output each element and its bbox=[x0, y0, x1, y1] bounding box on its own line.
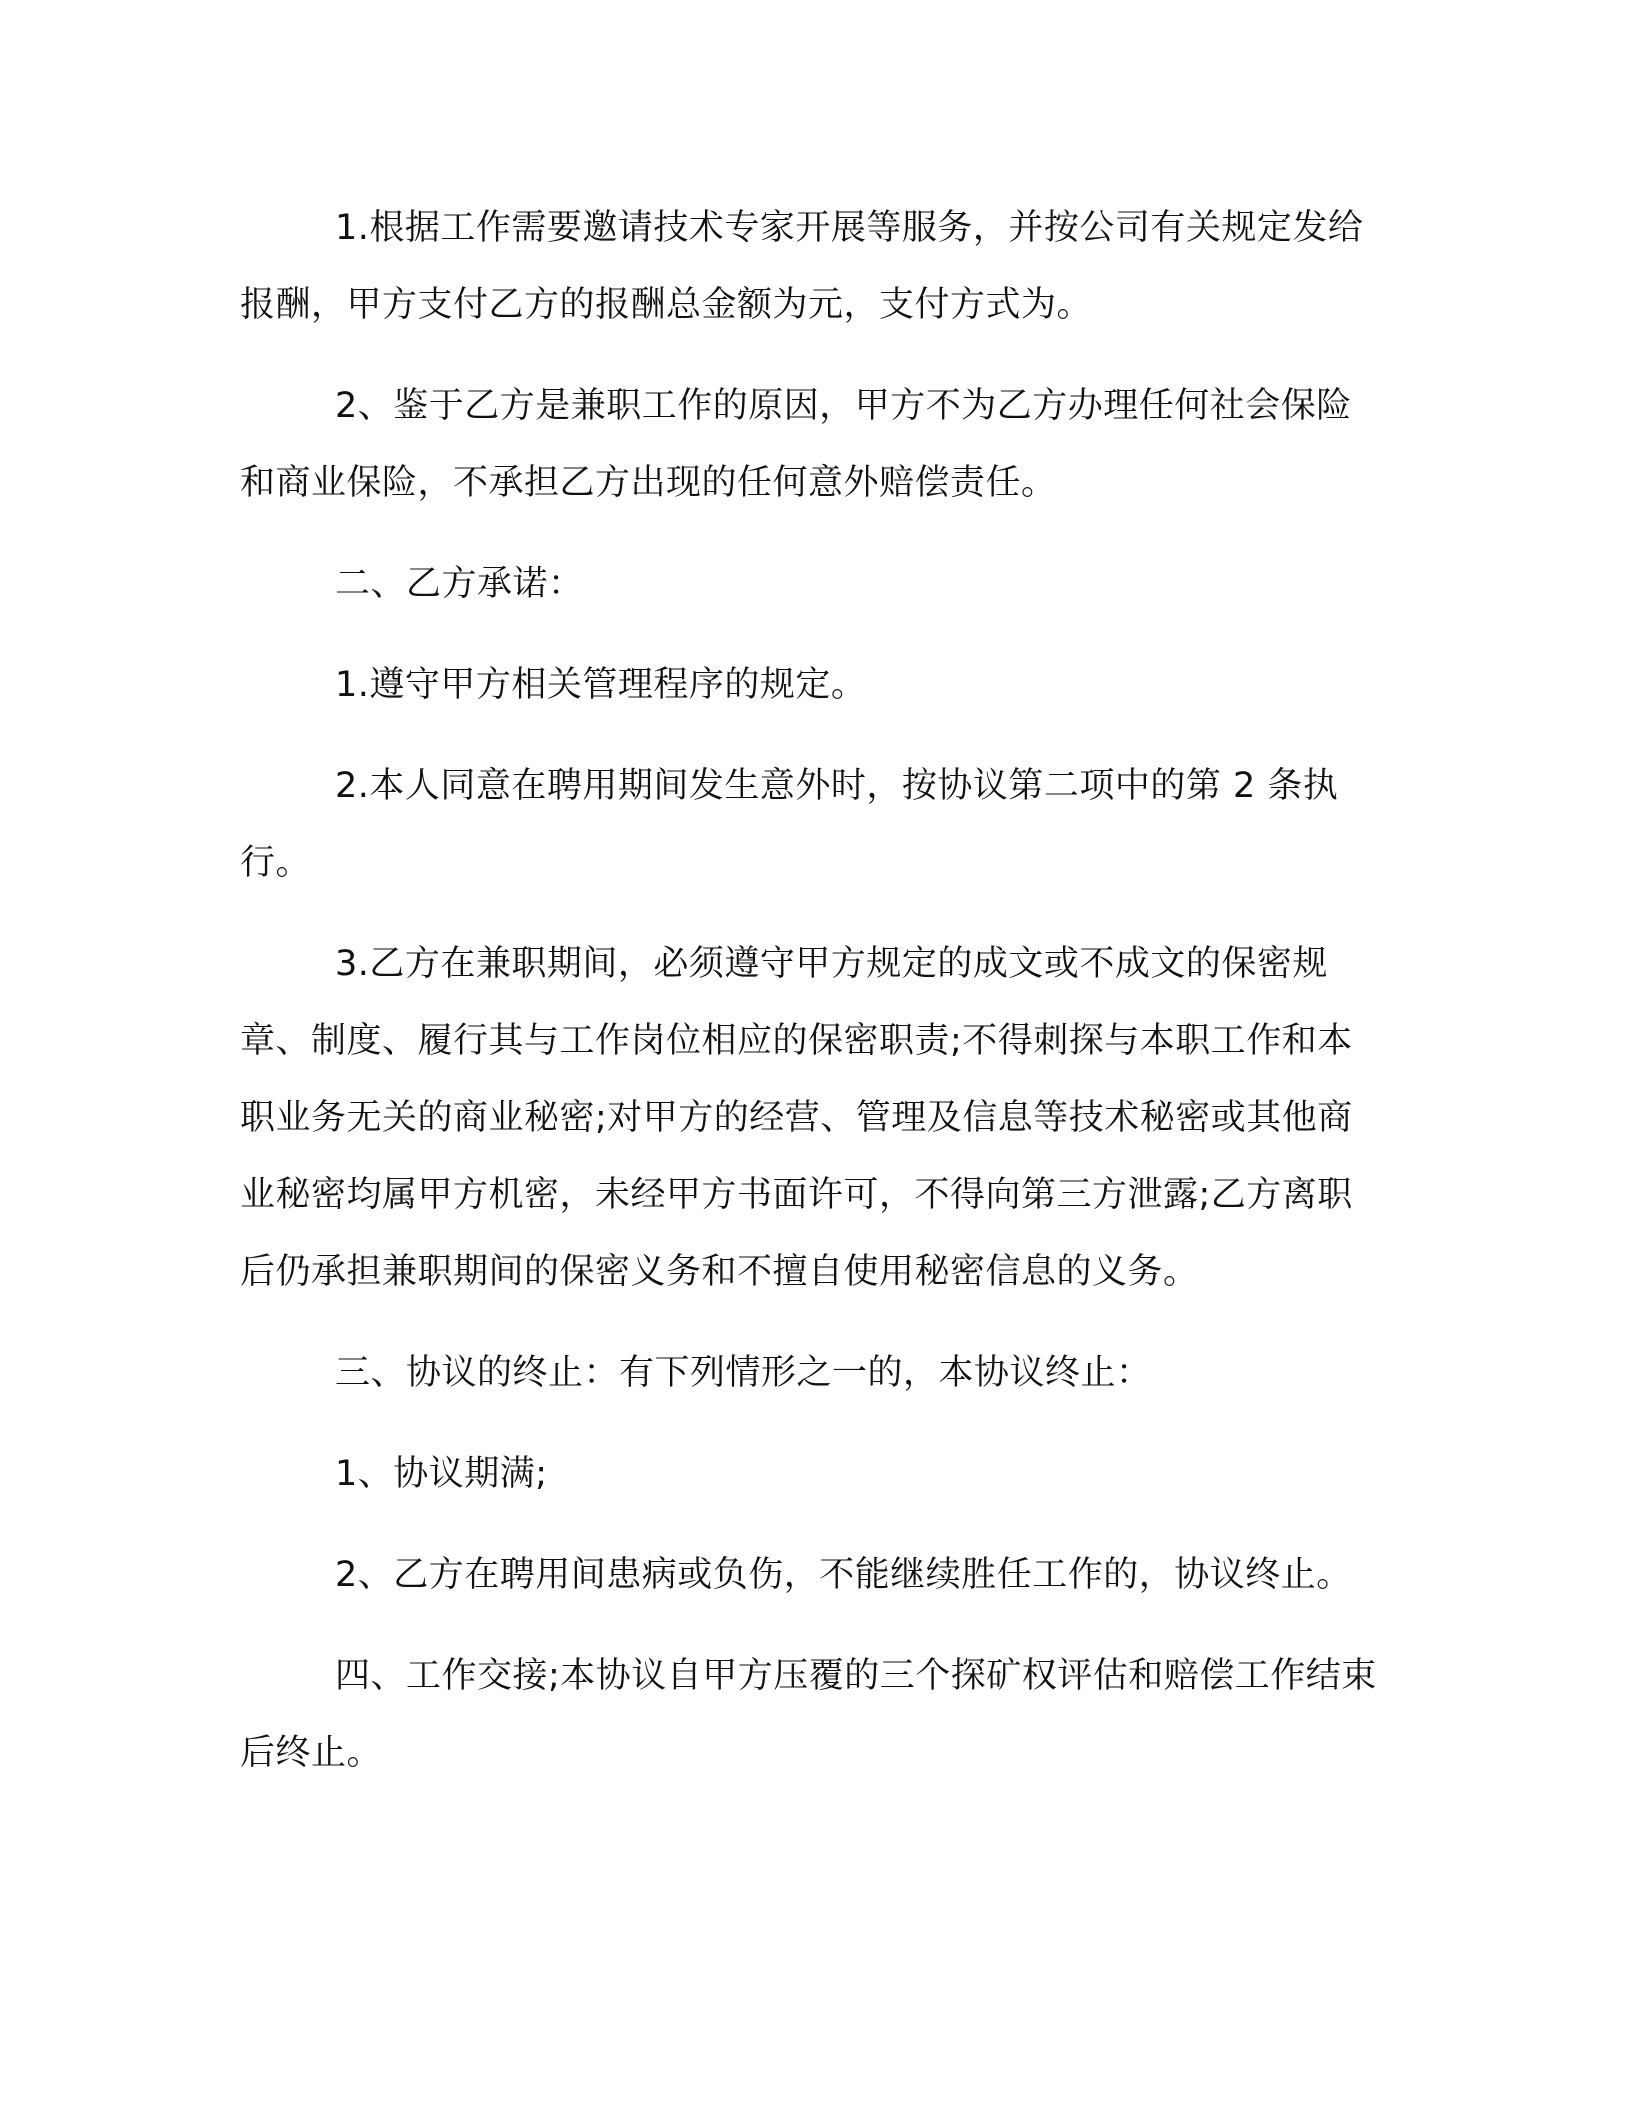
section-work-handover: 四、工作交接;本协议自甲方压覆的三个探矿权评估和赔偿工作结束后终止。 bbox=[240, 1656, 1377, 1773]
commitment-item-1: 1.遵守甲方相关管理程序的规定。 bbox=[335, 665, 867, 705]
section-heading-party-b-commitments: 二、乙方承诺： bbox=[335, 564, 584, 604]
clause-insurance: 2、鉴于乙方是兼职工作的原因，甲方不为乙方办理任何社会保险和商业保险，不承担乙方出现的任何意外赔偿责任。 bbox=[240, 386, 1352, 503]
section-heading-termination: 三、协议的终止：有下列情形之一的，本协议终止： bbox=[335, 1353, 1152, 1393]
document-body bbox=[240, 190, 1380, 1816]
termination-item-2: 2、乙方在聘用间患病或负伤，不能继续胜任工作的，协议终止。 bbox=[335, 1555, 1352, 1595]
termination-item-1: 1、协议期满; bbox=[335, 1454, 548, 1494]
commitment-item-2: 2.本人同意在聘用期间发生意外时，按协议第二项中的第 2 条执行。 bbox=[240, 766, 1339, 883]
clause-payment: 1.根据工作需要邀请技术专家开展等服务，并按公司有关规定发给报酬，甲方支付乙方的报酬总金额为元，支付方式为。 bbox=[240, 208, 1364, 325]
commitment-item-3-confidentiality: 3.乙方在兼职期间，必须遵守甲方规定的成文或不成文的保密规章、制度、履行其与工作岗位相应的保密职责;不得刺探与本职工作和本职业务无关的商业秘密;对甲方的经营、管理及信息等技术秘密或其他商业秘密均属甲方机密，未经甲方书面许可，不得向第三方泄露;乙方离职后仍承担兼职期间的保密义务和不擅自使用秘密信息的义务。 bbox=[240, 944, 1353, 1292]
